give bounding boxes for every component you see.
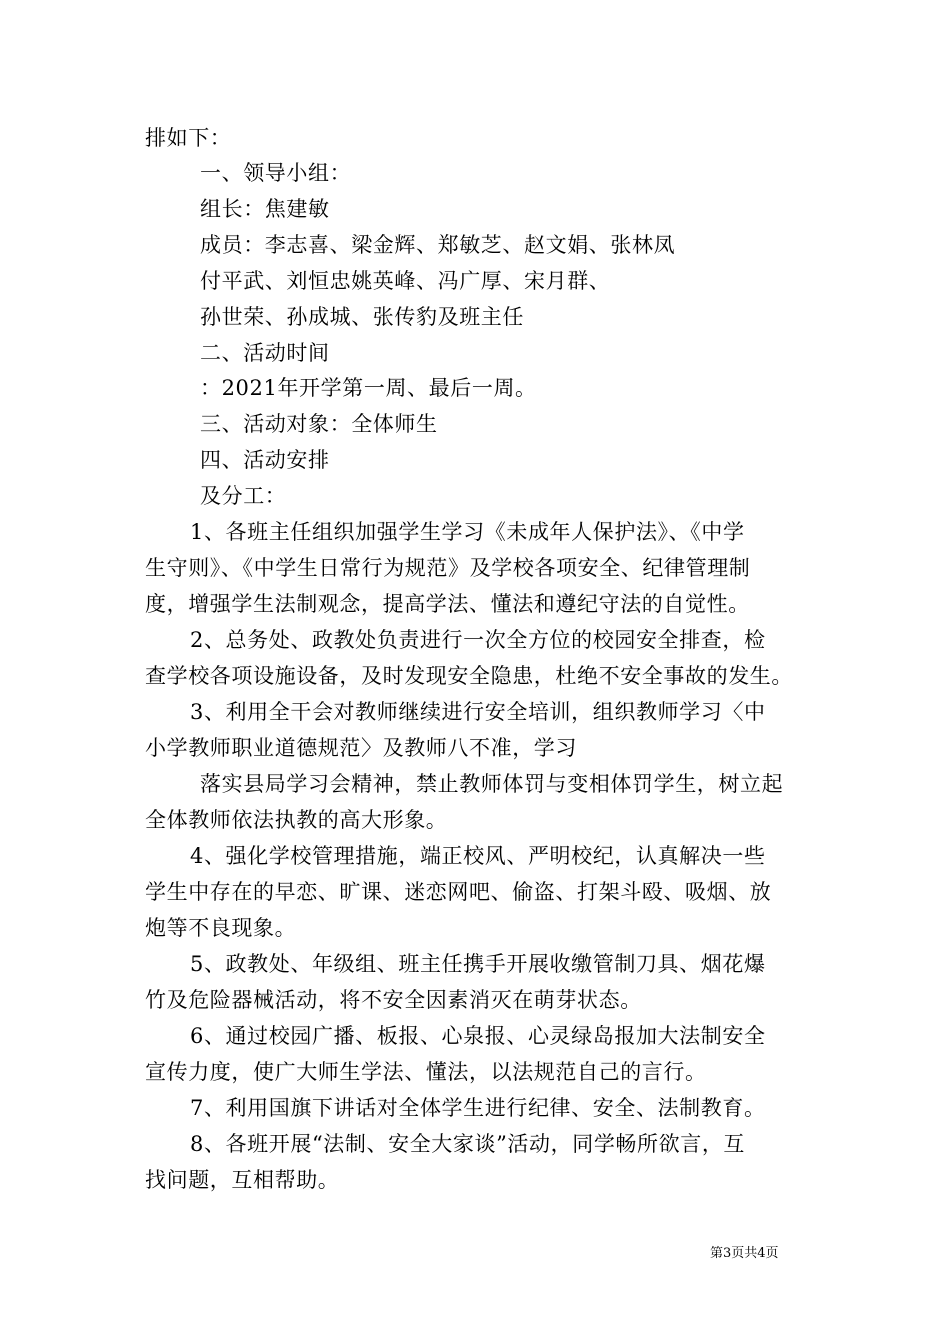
text-line: 排如下： xyxy=(145,126,232,150)
text-line: 1、各班主任组织加强学生学习《未成年人保护法》、《中学 xyxy=(190,520,745,544)
text-line: 及分工： xyxy=(200,484,287,508)
text-line: ：2021年开学第一周、最后一周。 xyxy=(200,376,537,400)
text-line: 全体教师依法执教的高大形象。 xyxy=(145,808,448,832)
text-line: 2、总务处、政教处负责进行一次全方位的校园安全排查，检 xyxy=(190,628,766,652)
section-heading: 三、活动对象：全体师生 xyxy=(200,412,438,436)
text-line: 4、强化学校管理措施，端正校风、严明校纪，认真解决一些 xyxy=(190,844,766,868)
text-line: 落实县局学习会精神，禁止教师体罚与变相体罚学生，树立起 xyxy=(200,772,784,796)
section-heading: 二、活动时间 xyxy=(200,341,330,365)
text-line: 生守则》、《中学生日常行为规范》及学校各项安全、纪律管理制 xyxy=(145,556,751,580)
text-line: 5、政教处、年级组、班主任携手开展收缴管制刀具、烟花爆 xyxy=(190,952,766,976)
text-line: 竹及危险器械活动，将不安全因素消灭在萌芽状态。 xyxy=(145,988,642,1012)
text-line: 3、利用全干会对教师继续进行安全培训，组织教师学习〈中 xyxy=(190,700,766,724)
section-heading: 四、活动安排 xyxy=(200,448,330,472)
section-heading: 一、领导小组： xyxy=(200,161,352,185)
text-line: 成员：李志喜、梁金辉、郑敏芝、赵文娟、张林凤 xyxy=(200,233,676,257)
text-line: 付平武、刘恒忠姚英峰、冯广厚、宋月群、 xyxy=(200,269,611,293)
text-line: 炮等不良现象。 xyxy=(145,916,297,940)
text-line: 组长：焦建敏 xyxy=(200,197,330,221)
text-line: 6、通过校园广播、板报、心泉报、心灵绿岛报加大法制安全 xyxy=(190,1024,766,1048)
text-line: 小学教师职业道德规范〉及教师八不准，学习 xyxy=(145,736,577,760)
text-line: 学生中存在的早恋、旷课、迷恋网吧、偷盗、打架斗殴、吸烟、放 xyxy=(145,880,772,904)
text-line: 度，增强学生法制观念，提高学法、懂法和遵纪守法的自觉性。 xyxy=(145,592,750,616)
text-line: 找问题，互相帮助。 xyxy=(145,1168,340,1192)
text-line: 孙世荣、孙成城、张传豹及班主任 xyxy=(200,305,524,329)
text-line: 查学校各项设施设备，及时发现安全隐患，杜绝不安全事故的发生。 xyxy=(145,664,793,688)
page-number-footer: 第3页共4页 xyxy=(710,1246,779,1261)
text-line: 宣传力度，使广大师生学法、懂法，以法规范自己的言行。 xyxy=(145,1060,707,1084)
text-line: 7、利用国旗下讲话对全体学生进行纪律、安全、法制教育。 xyxy=(190,1096,766,1120)
text-line: 8、各班开展“法制、安全大家谈”活动，同学畅所欲言，互 xyxy=(190,1132,746,1156)
